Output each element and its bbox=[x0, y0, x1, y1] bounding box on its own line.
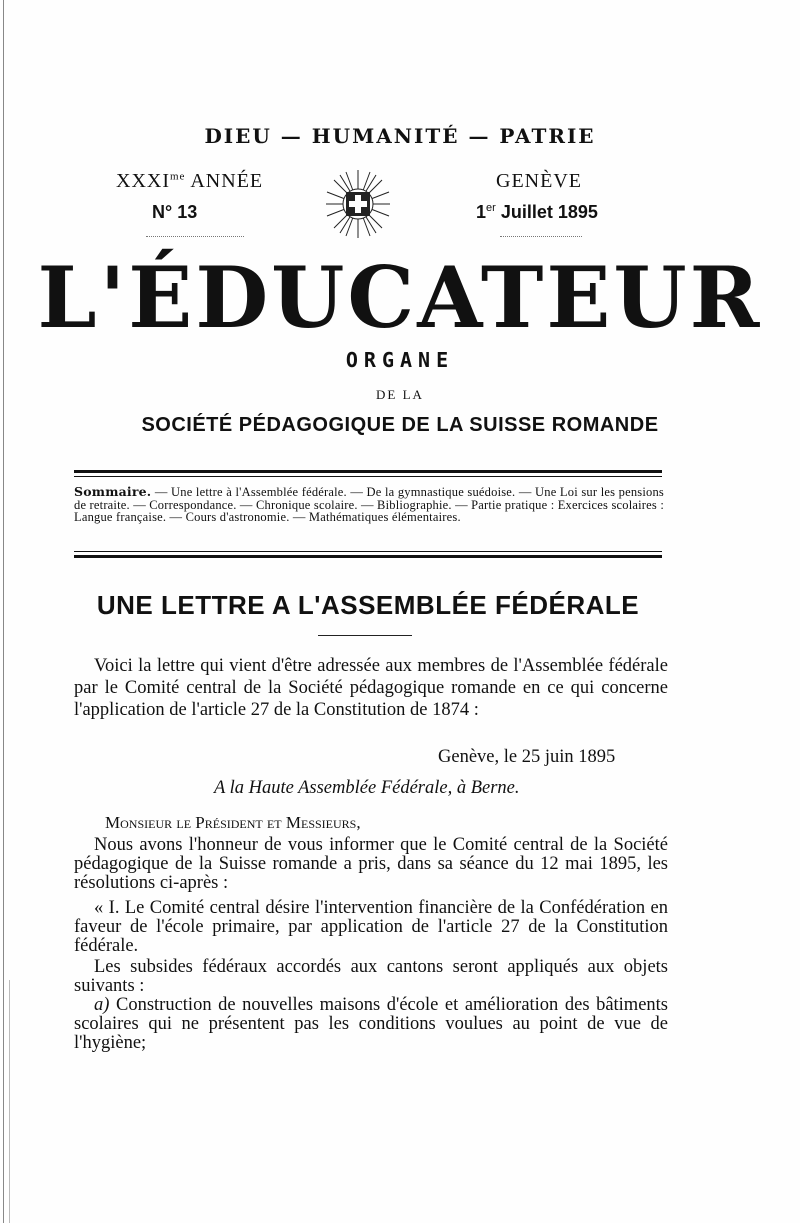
dotted-divider-right bbox=[500, 236, 582, 237]
swiss-cross-sunburst-icon bbox=[318, 168, 398, 240]
issue-number: N° 13 bbox=[152, 202, 198, 222]
letter-address: A la Haute Assemblée Fédérale, à Berne. bbox=[214, 778, 520, 798]
paragraph-3: Les subsides fédéraux accordés aux cantons seront appliqués aux objets suivants : bbox=[74, 957, 668, 996]
page-edge-line-secondary bbox=[9, 980, 10, 1223]
year-roman: XXXI bbox=[116, 170, 170, 192]
paragraph-4 bbox=[74, 996, 668, 1053]
summary-rule-top bbox=[74, 470, 662, 473]
date-rest: Juillet 1895 bbox=[500, 202, 598, 222]
summary-label: Sommaire. bbox=[74, 484, 152, 499]
paragraph-1: Nous avons l'honneur de vous informer que le Comité central de la Société pédagogique de la Suisse romande a pris, dans sa séance du 12 mai 1895, les résolutions ci-après : bbox=[74, 835, 668, 893]
paragraph-2: « I. Le Comité central désire l'intervention financière de la Confédération en faveur de l'école primaire, par application de l'article 27 de la Constitution fédérale. bbox=[74, 898, 668, 956]
masthead-title: L'ÉDUCATEUR bbox=[37, 248, 763, 347]
year-suffix: me bbox=[170, 170, 186, 183]
masthead-de-la: DE LA bbox=[376, 387, 424, 402]
city: GENÈVE bbox=[496, 170, 582, 192]
list-marker: a) bbox=[94, 995, 110, 1015]
dotted-divider-left bbox=[146, 236, 244, 237]
society-name: SOCIÉTÉ PÉDAGOGIQUE DE LA SUISSE ROMANDE bbox=[141, 414, 659, 436]
masthead-organe: ORGANE bbox=[345, 348, 455, 372]
paragraph-4-text: Construction de nouvelles maisons d'école et amélioration des bâtiments scolaires qui ne présentent pas les conditions voulues au point de vue de l'hygiène; bbox=[74, 995, 668, 1053]
letter-salutation: Monsieur le Président et Messieurs, bbox=[105, 813, 361, 832]
summary-rule-bottom bbox=[74, 555, 662, 558]
motto: DIEU — HUMANITÉ — PATRIE bbox=[204, 124, 596, 148]
year-word: ANNÉE bbox=[190, 170, 264, 192]
article-intro: Voici la lettre qui vient d'être adressée aux membres de l'Assemblée fédérale par le Comité central de la Société pédagogique romande en ce qui concerne l'application de l'article 27 de la Constitution de 1874 : bbox=[74, 656, 668, 720]
summary-text: — Une lettre à l'Assemblée fédérale. — De la gymnastique suédoise. — Une Loi sur les pensions de retraite. — Correspondance. — Chronique scolaire. — Bibliographie. — Partie pratique : Exercices scolaires : Langue française. — Cours d'astronomie. — Mathématiques élémentaires. bbox=[74, 485, 664, 524]
issue-date bbox=[476, 202, 598, 223]
date-suffix: er bbox=[486, 202, 496, 214]
title-underline bbox=[318, 635, 412, 636]
letter-date: Genève, le 25 juin 1895 bbox=[438, 747, 616, 767]
summary-rule-bottom-thin bbox=[74, 551, 662, 552]
summary bbox=[74, 486, 664, 524]
article-title: UNE LETTRE A L'ASSEMBLÉE FÉDÉRALE bbox=[96, 590, 640, 620]
year-label bbox=[116, 170, 263, 193]
date-day: 1 bbox=[476, 202, 487, 222]
summary-rule-top-thin bbox=[74, 476, 662, 477]
